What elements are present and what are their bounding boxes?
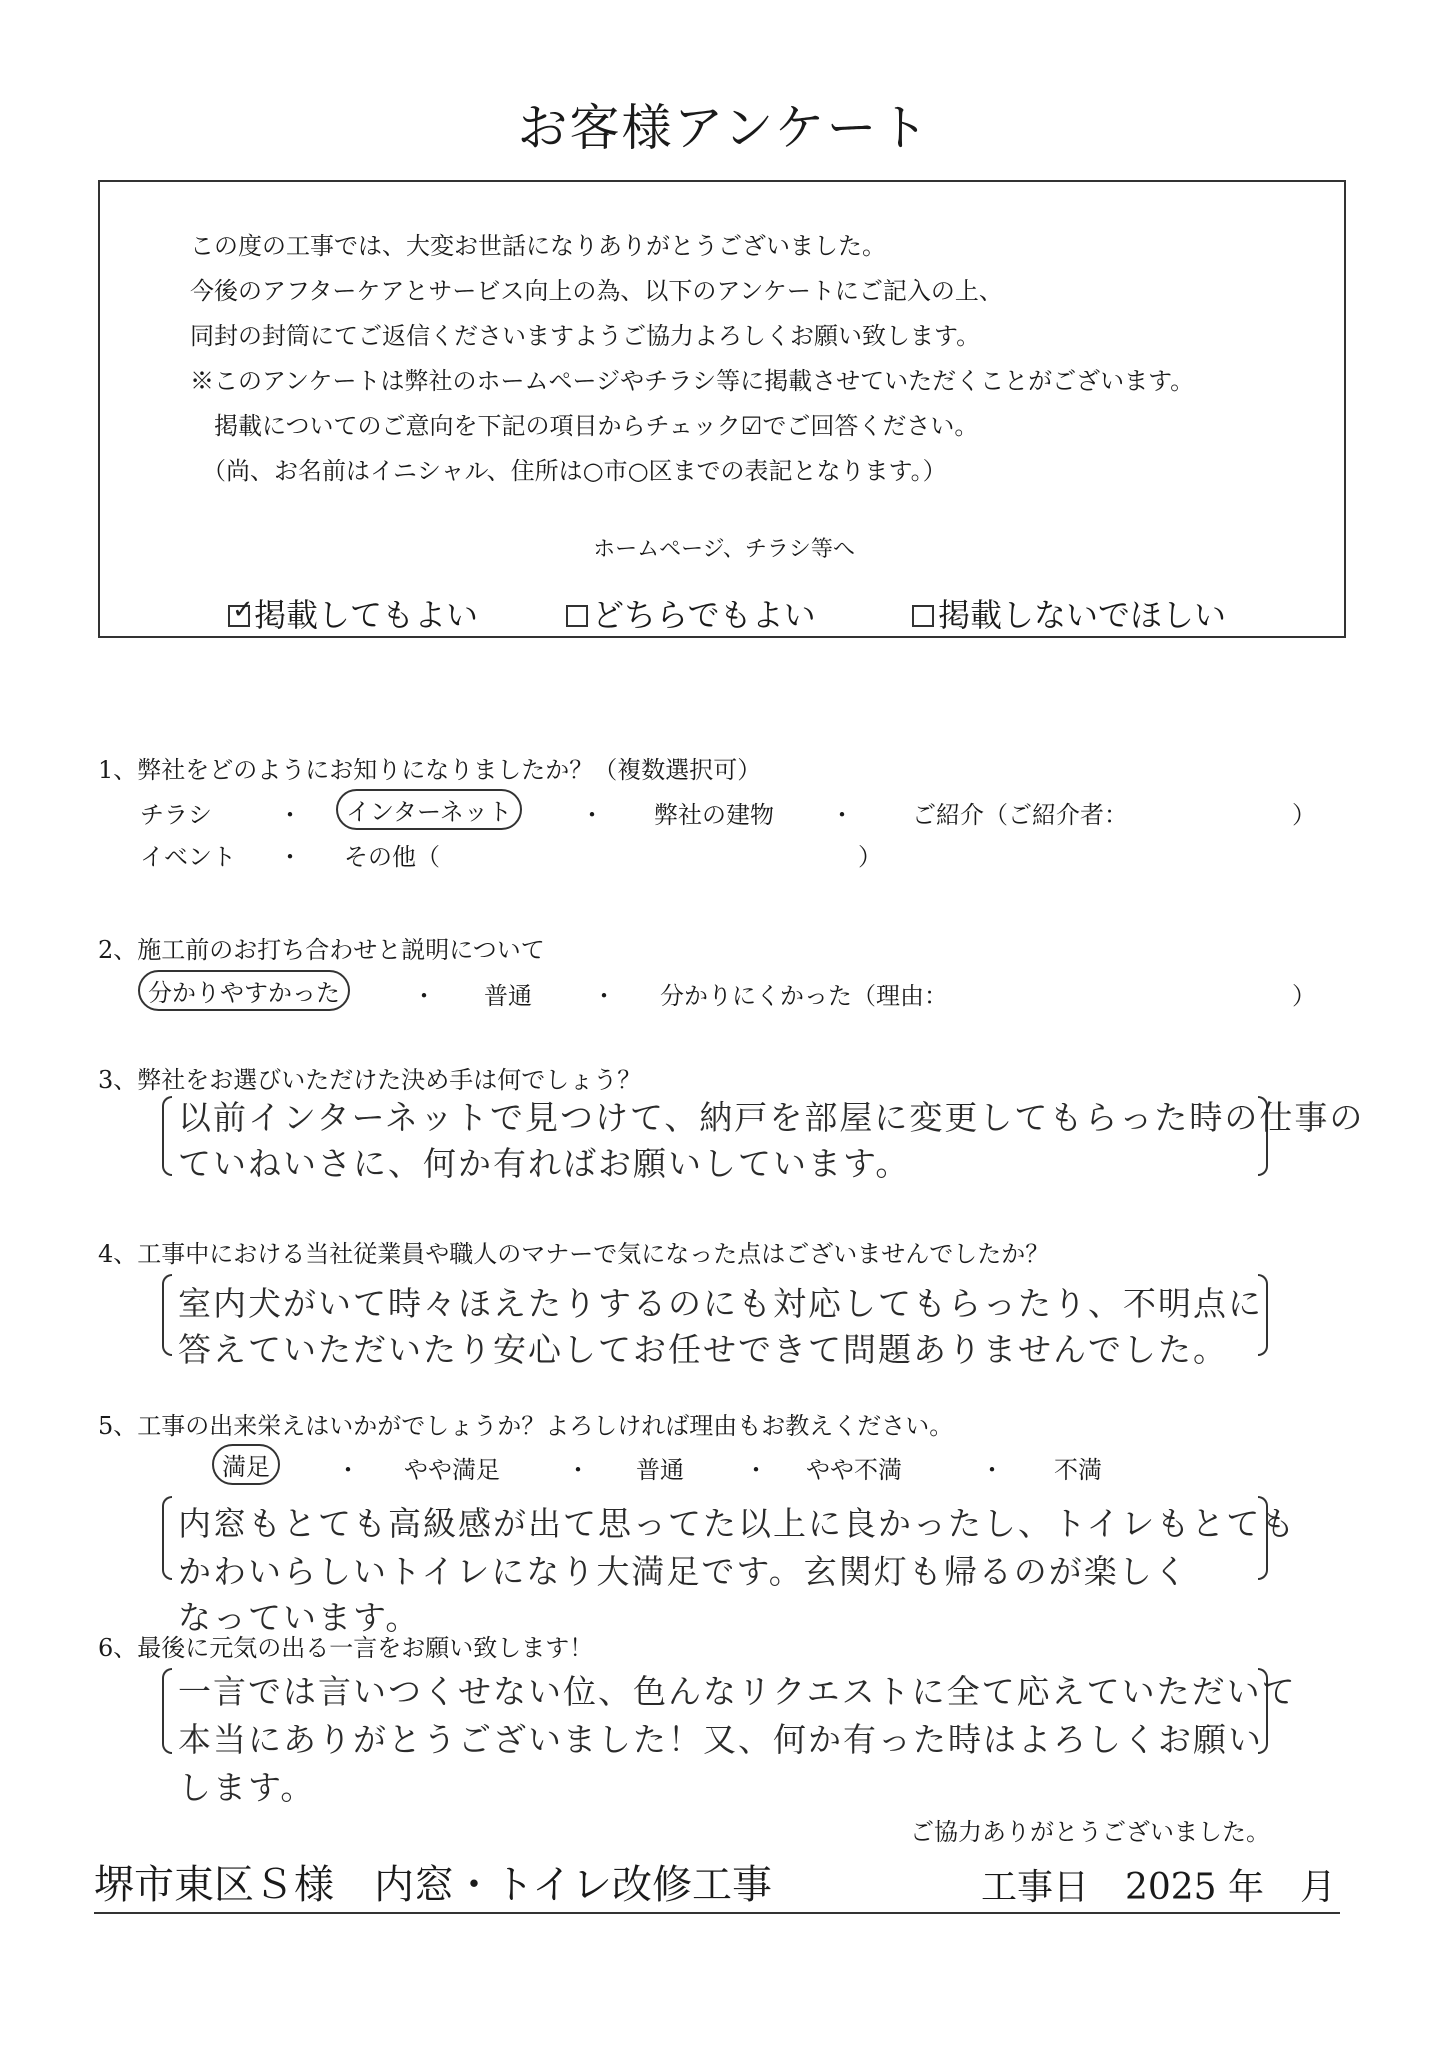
q1-option-referral[interactable]: ご紹介（ご紹介者： <box>912 801 1128 829</box>
q3-answer-line: 以前インターネットで見つけて、納戸を部屋に変更してもらった時の仕事の <box>178 1098 1365 1137</box>
q6-answer-line: 一言では言いつくせない位、色んなリクエストに全て応えていただいて <box>178 1672 1297 1711</box>
q5-option-satisfied-selected[interactable]: 満足 <box>212 1444 280 1485</box>
q5-option-somewhat-satisfied[interactable]: やや満足 <box>404 1456 500 1484</box>
intro-line: ※このアンケートは弊社のホームページやチラシ等に掲載させていただくことがございます。 <box>190 367 1195 395</box>
footer-date: 工事日 2025 年 月 <box>980 1867 1336 1908</box>
check-mark-icon: ✓ <box>232 595 254 625</box>
q4-answer-line: 室内犬がいて時々ほえたりするのにも対応してもらったり、不明点に <box>178 1284 1263 1323</box>
consent-option-publish[interactable]: ✓ 掲載してもよい <box>228 590 478 636</box>
answer-bracket-left <box>162 1096 172 1176</box>
answer-bracket-left <box>162 1274 172 1356</box>
intro-line: （尚、お名前はイニシャル、住所は○市○区までの表記となります。） <box>190 457 947 485</box>
q5-option-dissatisfied[interactable]: 不満 <box>1054 1456 1102 1484</box>
q1-option-other[interactable]: その他（ <box>344 843 440 871</box>
question-2: 2、施工前のお打ち合わせと説明について <box>98 936 545 964</box>
q5-answer-line: 内窓もとても高級感が出て思ってた以上に良かったし、トイレもとても <box>178 1504 1297 1543</box>
q1-option-building[interactable]: 弊社の建物 <box>654 801 774 829</box>
question-4: 4、工事中における当社従業員や職人のマナーで気になった点はございませんでしたか？ <box>98 1240 1050 1268</box>
checkbox[interactable] <box>566 605 588 627</box>
separator-dot: ・ <box>336 1456 360 1484</box>
footer <box>94 1862 1340 1914</box>
separator-dot: ・ <box>278 843 302 871</box>
footer-customer: 堺市東区Ｓ様 内窓・トイレ改修工事 <box>94 1862 772 1908</box>
separator-dot: ・ <box>580 801 604 829</box>
q2-option-normal[interactable]: 普通 <box>484 982 532 1010</box>
q1-option-event[interactable]: イベント <box>140 843 236 871</box>
consent-option-either[interactable]: どちらでもよい <box>566 590 816 636</box>
consent-option-no-publish[interactable]: 掲載しないでほしい <box>912 590 1226 636</box>
q4-answer-line: 答えていただいたり安心してお任せできて問題ありませんでした。 <box>178 1330 1228 1369</box>
checkbox[interactable] <box>912 605 934 627</box>
q5-option-somewhat-dissatisfied[interactable]: やや不満 <box>806 1456 902 1484</box>
q5-option-normal[interactable]: 普通 <box>636 1456 684 1484</box>
page-title: お客様アンケート <box>517 99 931 157</box>
hp-label: ホームページ、チラシ等へ <box>593 537 855 562</box>
q1-other-close: ） <box>858 843 882 871</box>
intro-line: 今後のアフターケアとサービス向上の為、以下のアンケートにご記入の上、 <box>190 277 1003 305</box>
answer-bracket-left <box>162 1496 172 1580</box>
q5-answer-line: なっています。 <box>178 1598 421 1637</box>
q6-answer-line: 本当にありがとうございました！又、何か有った時はよろしくお願い <box>178 1720 1263 1759</box>
q2-option-unclear[interactable]: 分かりにくかった（理由： <box>660 982 948 1010</box>
separator-dot: ・ <box>278 801 302 829</box>
separator-dot: ・ <box>980 1456 1004 1484</box>
q5-answer-line: かわいらしいトイレになり大満足です。玄関灯も帰るのが楽しく <box>178 1552 1189 1591</box>
question-1: 1、弊社をどのようにお知りになりましたか？（複数選択可） <box>98 756 762 784</box>
checkbox-checked[interactable] <box>228 595 254 627</box>
question-5: 5、工事の出来栄えはいかがでしょうか？よろしければ理由もお教えください。 <box>98 1412 954 1440</box>
q2-option-clear-selected[interactable]: 分かりやすかった <box>138 970 350 1011</box>
intro-line: この度の工事では、大変お世話になりありがとうございました。 <box>190 232 886 260</box>
q6-answer-line: します。 <box>178 1768 316 1807</box>
intro-line: 同封の封筒にてご返信くださいますようご協力よろしくお願い致します。 <box>190 322 981 350</box>
separator-dot: ・ <box>412 982 436 1010</box>
separator-dot: ・ <box>566 1456 590 1484</box>
q2-reason-close: ） <box>1292 982 1316 1010</box>
question-3: 3、弊社をお選びいただけた決め手は何でしょう？ <box>98 1066 642 1094</box>
thanks-message: ご協力ありがとうございました。 <box>910 1818 1270 1846</box>
q3-answer-line: ていねいさに、何か有ればお願いしています。 <box>178 1144 911 1183</box>
intro-line: 掲載についてのご意向を下記の項目からチェック☑でご回答ください。 <box>190 412 979 440</box>
separator-dot: ・ <box>592 982 616 1010</box>
answer-bracket-left <box>162 1668 172 1754</box>
separator-dot: ・ <box>744 1456 768 1484</box>
separator-dot: ・ <box>830 801 854 829</box>
q1-option-internet-selected[interactable]: インターネット <box>336 789 522 830</box>
question-6: 6、最後に元気の出る一言をお願い致します！ <box>98 1634 594 1662</box>
q1-referral-close: ） <box>1292 801 1316 829</box>
q1-option-flyer[interactable]: チラシ <box>140 801 212 829</box>
